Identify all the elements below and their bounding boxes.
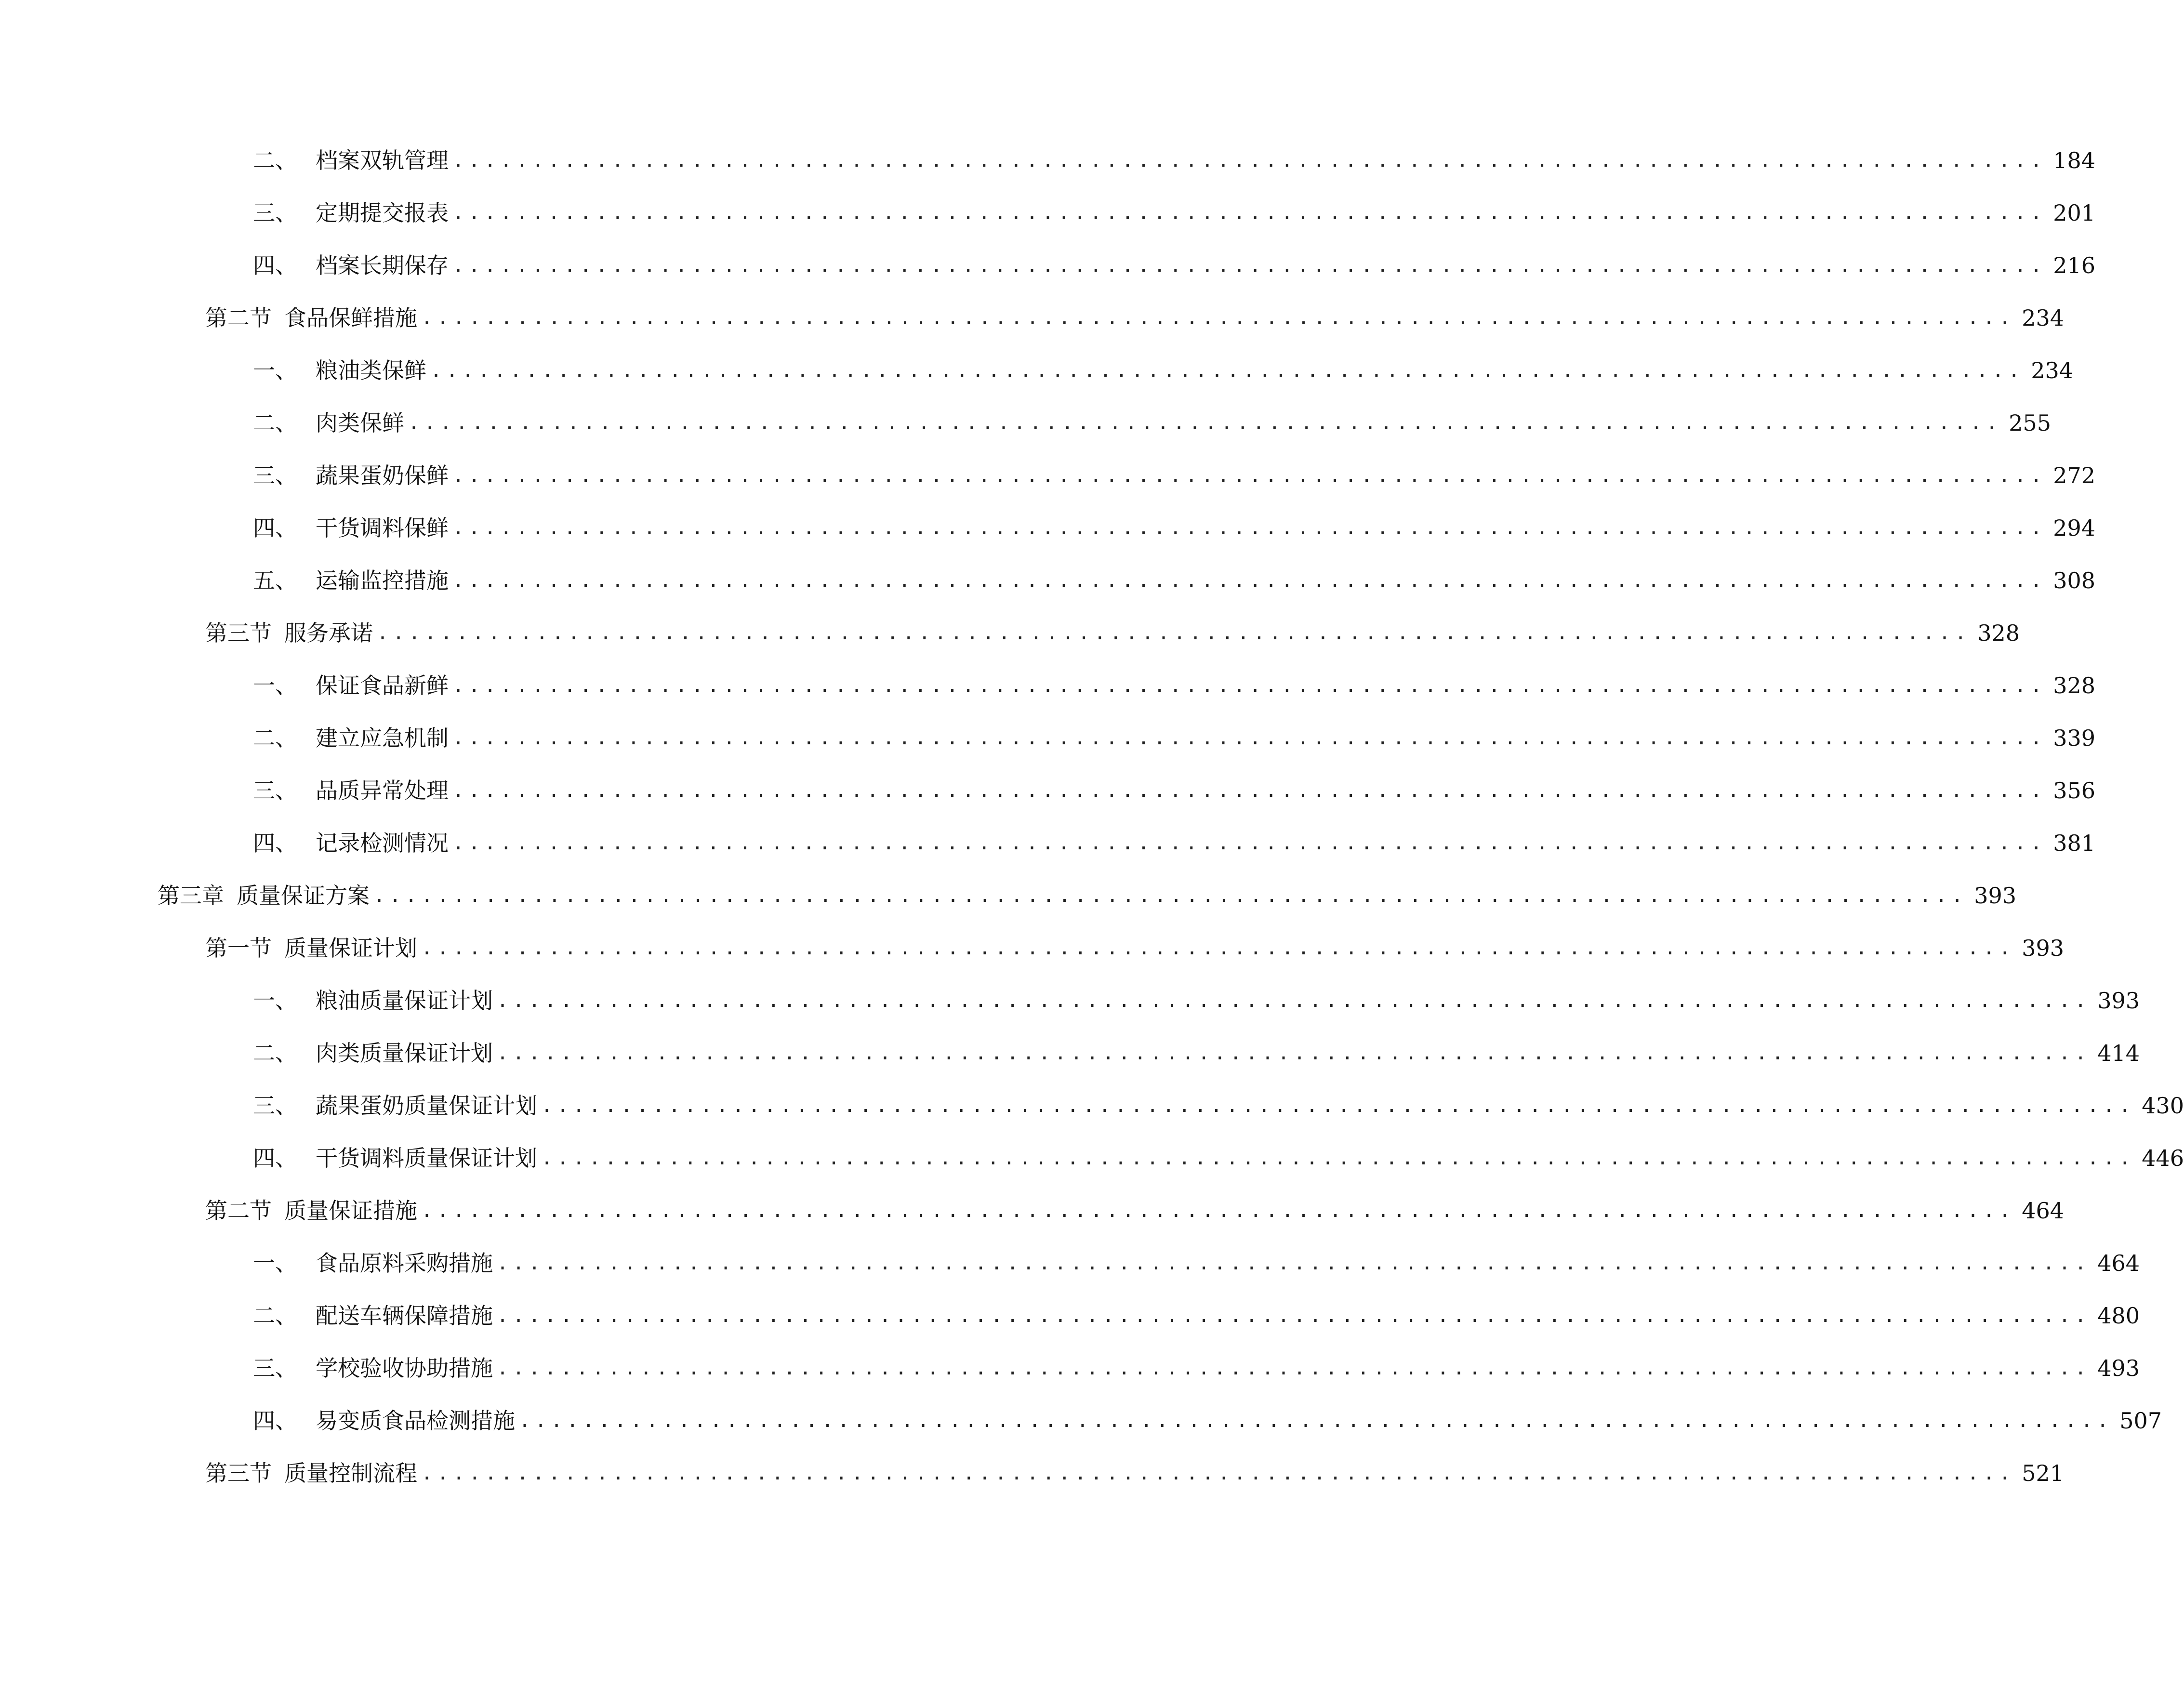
toc-entry-marker: 三、	[253, 1093, 297, 1119]
toc-entry-marker: 第三节	[205, 620, 272, 646]
toc-entry-title: 定期提交报表	[316, 200, 449, 226]
toc-entry-title: 建立应急机制	[316, 725, 449, 751]
toc-page-number: 381	[2053, 830, 2096, 856]
toc-entry[interactable]	[253, 561, 2096, 600]
toc-entry[interactable]	[205, 299, 2065, 337]
toc-page-number: 393	[2022, 935, 2065, 961]
toc-page-number: 272	[2053, 462, 2096, 489]
toc-dot-leader: ....................................................................................................	[452, 569, 2047, 592]
toc-page-number: 464	[2097, 1250, 2140, 1276]
toc-entry-title: 粮油质量保证计划	[316, 988, 493, 1014]
toc-entry-marker: 三、	[253, 200, 297, 226]
toc-dot-leader: ....................................................................................................	[452, 517, 2047, 539]
toc-entry[interactable]	[253, 1401, 2162, 1440]
toc-entry-marker: 四、	[253, 515, 297, 541]
toc-entry-marker: 三、	[253, 462, 297, 489]
toc-entry-title: 质量保证计划	[284, 935, 417, 961]
toc-dot-leader: ....................................................................................................	[452, 727, 2047, 749]
toc-entry[interactable]	[253, 1244, 2140, 1282]
toc-page-number: 430	[2142, 1093, 2184, 1119]
toc-page-number: 328	[2053, 673, 2096, 699]
toc-entry-marker: 四、	[253, 252, 297, 278]
toc-dot-leader: ....................................................................................................	[421, 307, 2015, 329]
toc-entry[interactable]	[253, 1296, 2140, 1335]
toc-dot-leader: ....................................................................................................	[452, 674, 2047, 697]
toc-entry-marker: 五、	[253, 568, 297, 594]
toc-dot-leader: ....................................................................................................	[452, 779, 2047, 802]
toc-entry-marker: 第一节	[205, 935, 272, 961]
toc-page-number: 184	[2053, 147, 2096, 173]
toc-entry-marker: 三、	[253, 778, 297, 804]
toc-entry[interactable]	[253, 981, 2140, 1020]
toc-entry-title: 肉类保鲜	[316, 410, 404, 436]
toc-page-number: 480	[2097, 1303, 2140, 1329]
toc-page-number: 414	[2097, 1040, 2140, 1066]
toc-page-number: 328	[1977, 620, 2020, 646]
toc-dot-leader: ....................................................................................................	[497, 990, 2091, 1012]
toc-dot-leader: ....................................................................................................	[421, 1200, 2015, 1222]
toc-entry[interactable]	[253, 1349, 2140, 1387]
toc-entry[interactable]	[158, 876, 2017, 915]
toc-dot-leader: ....................................................................................................	[452, 149, 2047, 172]
toc-entry[interactable]	[253, 666, 2096, 705]
toc-entry[interactable]	[253, 719, 2096, 757]
toc-entry[interactable]	[253, 824, 2096, 862]
toc-dot-leader: ....................................................................................................	[497, 1252, 2091, 1274]
toc-entry-title: 配送车辆保障措施	[316, 1303, 493, 1329]
toc-entry[interactable]	[253, 509, 2096, 547]
toc-dot-leader: ....................................................................................................	[452, 254, 2047, 277]
toc-entry-title: 粮油类保鲜	[316, 357, 426, 383]
toc-entry-title: 学校验收协助措施	[316, 1355, 493, 1381]
toc-dot-leader: ....................................................................................................	[452, 464, 2047, 487]
toc-entry[interactable]	[253, 1034, 2140, 1072]
toc-entry-title: 蔬果蛋奶质量保证计划	[316, 1093, 537, 1119]
toc-dot-leader: ....................................................................................................	[373, 885, 1968, 907]
toc-entry[interactable]	[253, 456, 2096, 495]
toc-page-number: 216	[2053, 252, 2096, 278]
toc-entry-marker: 四、	[253, 830, 297, 856]
toc-entry-marker: 四、	[253, 1145, 297, 1171]
toc-page-number: 521	[2022, 1460, 2065, 1486]
toc-entry-marker: 二、	[253, 1303, 297, 1329]
toc-entry-marker: 一、	[253, 1250, 297, 1276]
toc-page-number: 201	[2053, 200, 2096, 226]
toc-dot-leader: ....................................................................................................	[541, 1095, 2135, 1117]
toc-page-number: 339	[2053, 725, 2096, 751]
toc-entry-marker: 三、	[253, 1355, 297, 1381]
toc-entry-title: 质量控制流程	[284, 1460, 417, 1486]
toc-entry[interactable]	[253, 1086, 2184, 1125]
toc-dot-leader: ....................................................................................................	[452, 202, 2047, 224]
toc-entry[interactable]	[253, 141, 2096, 180]
toc-entry-title: 易变质食品检测措施	[316, 1408, 515, 1434]
toc-page-number: 308	[2053, 568, 2096, 594]
toc-entry-title: 干货调料保鲜	[316, 515, 449, 541]
toc-entry-title: 运输监控措施	[316, 568, 449, 594]
toc-dot-leader: ....................................................................................................	[541, 1147, 2135, 1169]
toc-page-number: 393	[2097, 988, 2140, 1014]
toc-entry-marker: 四、	[253, 1408, 297, 1434]
toc-entry[interactable]	[253, 246, 2096, 285]
toc-entry-marker: 第二节	[205, 1198, 272, 1224]
toc-page-number: 294	[2053, 515, 2096, 541]
toc-entry-marker: 二、	[253, 725, 297, 751]
toc-entry-title: 蔬果蛋奶保鲜	[316, 462, 449, 489]
toc-entry-title: 品质异常处理	[316, 778, 449, 804]
toc-entry-title: 档案双轨管理	[316, 147, 449, 173]
toc-dot-leader: ....................................................................................................	[497, 1357, 2091, 1379]
toc-entry-title: 肉类质量保证计划	[316, 1040, 493, 1066]
toc-entry-marker: 二、	[253, 410, 297, 436]
toc-dot-leader: ....................................................................................................	[452, 832, 2047, 854]
toc-entry[interactable]	[205, 929, 2065, 967]
toc-entry-title: 服务承诺	[284, 620, 373, 646]
toc-page-number: 493	[2097, 1355, 2140, 1381]
toc-entry-marker: 第二节	[205, 305, 272, 331]
toc-entry[interactable]	[253, 351, 2074, 390]
toc-entry-title: 干货调料质量保证计划	[316, 1145, 537, 1171]
toc-dot-leader: ....................................................................................................	[519, 1410, 2113, 1432]
toc-entry-title: 记录检测情况	[316, 830, 449, 856]
toc-dot-leader: ....................................................................................................	[408, 412, 2002, 434]
toc-entry-marker: 第三节	[205, 1460, 272, 1486]
toc-entry[interactable]	[253, 1139, 2184, 1177]
toc-entry-title: 食品原料采购措施	[316, 1250, 493, 1276]
toc-entry-marker: 二、	[253, 147, 297, 173]
toc-dot-leader: ....................................................................................................	[377, 622, 1971, 644]
toc-entry-title: 档案长期保存	[316, 252, 449, 278]
toc-page-number: 234	[2022, 305, 2065, 331]
toc-entry[interactable]	[253, 771, 2096, 810]
toc-entry-title: 质量保证方案	[237, 883, 370, 909]
toc-page-number: 356	[2053, 778, 2096, 804]
toc-page-number: 446	[2142, 1145, 2184, 1171]
toc-entry-marker: 一、	[253, 357, 297, 383]
toc-entry-title: 食品保鲜措施	[284, 305, 417, 331]
toc-entry[interactable]	[253, 194, 2096, 232]
toc-entry[interactable]	[205, 1454, 2065, 1492]
toc-entry[interactable]	[253, 404, 2052, 442]
toc-page-number: 464	[2022, 1198, 2065, 1224]
toc-entry-marker: 第三章	[158, 883, 224, 909]
toc-entry[interactable]	[205, 614, 2020, 652]
toc-page-number: 255	[2009, 410, 2052, 436]
toc-entry-marker: 一、	[253, 673, 297, 699]
toc-dot-leader: ....................................................................................................	[430, 359, 2025, 382]
toc-entry-marker: 二、	[253, 1040, 297, 1066]
toc-page-number: 393	[1974, 883, 2017, 909]
toc-dot-leader: ....................................................................................................	[497, 1042, 2091, 1064]
toc-entry-marker: 一、	[253, 988, 297, 1014]
toc-page-number: 507	[2119, 1408, 2162, 1434]
toc-dot-leader: ....................................................................................................	[497, 1305, 2091, 1327]
toc-entry-title: 保证食品新鲜	[316, 673, 449, 699]
toc-page-number: 234	[2031, 357, 2074, 383]
toc-entry[interactable]	[205, 1191, 2065, 1230]
toc-dot-leader: ....................................................................................................	[421, 1462, 2015, 1484]
toc-entry-title: 质量保证措施	[284, 1198, 417, 1224]
toc-dot-leader: ....................................................................................................	[421, 937, 2015, 959]
